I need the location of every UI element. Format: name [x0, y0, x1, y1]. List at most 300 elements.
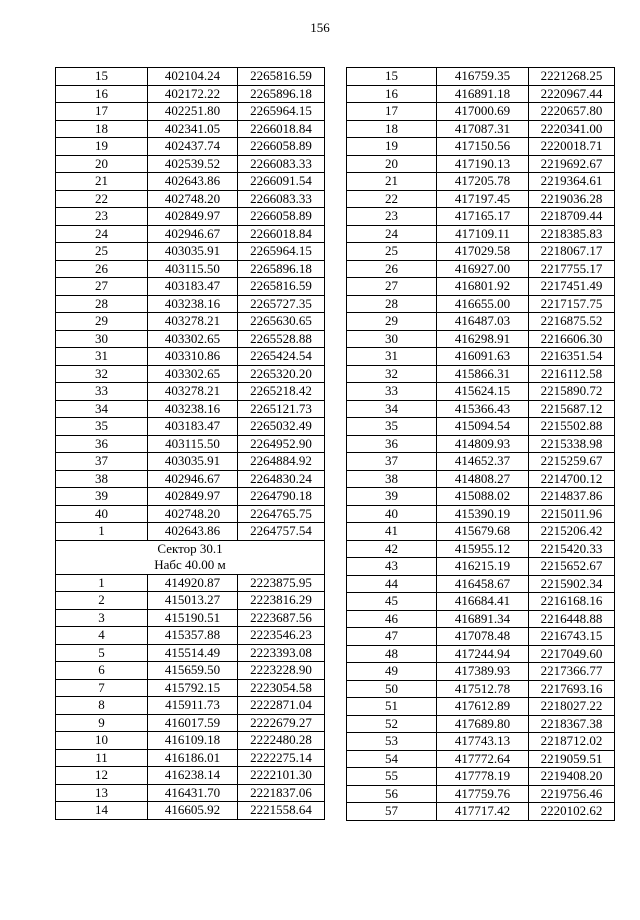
point-number-cell: 53: [347, 733, 437, 751]
y-coordinate-cell: 2222679.27: [238, 714, 325, 732]
table-row: [56, 120, 325, 138]
point-number-cell: 4: [56, 627, 148, 645]
x-coordinate-cell: 417078.48: [437, 628, 529, 646]
point-number-cell: 15: [56, 68, 148, 86]
table-row: [347, 435, 615, 453]
y-coordinate-cell: 2223687.56: [238, 609, 325, 627]
table-row: [56, 400, 325, 418]
point-number-cell: 25: [347, 243, 437, 261]
point-number-cell: 21: [347, 173, 437, 191]
y-coordinate-cell: 2265218.42: [238, 383, 325, 401]
sector-header: [56, 540, 325, 574]
x-coordinate-cell: 417244.94: [437, 645, 529, 663]
point-number-cell: 37: [56, 453, 148, 471]
y-coordinate-cell: 2217366.77: [529, 663, 615, 681]
point-number-cell: 32: [56, 365, 148, 383]
table-row: [347, 698, 615, 716]
y-coordinate-cell: 2264757.54: [238, 523, 325, 541]
point-number-cell: 33: [347, 383, 437, 401]
x-coordinate-cell: 402946.67: [148, 225, 238, 243]
table-row: [347, 663, 615, 681]
y-coordinate-cell: 2215011.96: [529, 505, 615, 523]
table-row: [347, 190, 615, 208]
x-coordinate-cell: 415390.19: [437, 505, 529, 523]
x-coordinate-cell: 416109.18: [148, 732, 238, 750]
y-coordinate-cell: 2265727.35: [238, 295, 325, 313]
point-number-cell: 48: [347, 645, 437, 663]
table-row: [347, 750, 615, 768]
x-coordinate-cell: 417717.42: [437, 803, 529, 821]
y-coordinate-cell: 2217157.75: [529, 295, 615, 313]
x-coordinate-cell: 415366.43: [437, 400, 529, 418]
point-number-cell: 31: [347, 348, 437, 366]
table-row: [56, 208, 325, 226]
y-coordinate-cell: 2219408.20: [529, 768, 615, 786]
table-row: [56, 330, 325, 348]
y-coordinate-cell: 2216112.58: [529, 365, 615, 383]
x-coordinate-cell: 415792.15: [148, 679, 238, 697]
table-row: [56, 295, 325, 313]
point-number-cell: 38: [56, 470, 148, 488]
x-coordinate-cell: 417689.80: [437, 715, 529, 733]
table-row: [347, 155, 615, 173]
point-number-cell: 20: [347, 155, 437, 173]
table-row: [56, 278, 325, 296]
table-row: [347, 243, 615, 261]
y-coordinate-cell: 2265320.20: [238, 365, 325, 383]
y-coordinate-cell: 2264884.92: [238, 453, 325, 471]
x-coordinate-cell: 415514.49: [148, 644, 238, 662]
point-number-cell: 57: [347, 803, 437, 821]
sector-title: Сектор 30.1: [157, 541, 223, 556]
y-coordinate-cell: 2221558.64: [238, 802, 325, 820]
table-row: [56, 627, 325, 645]
y-coordinate-cell: 2264790.18: [238, 488, 325, 506]
y-coordinate-cell: 2220967.44: [529, 85, 615, 103]
point-number-cell: 46: [347, 610, 437, 628]
table-row: [56, 418, 325, 436]
y-coordinate-cell: 2265816.59: [238, 278, 325, 296]
point-number-cell: 17: [347, 103, 437, 121]
x-coordinate-cell: 417029.58: [437, 243, 529, 261]
point-number-cell: 12: [56, 767, 148, 785]
y-coordinate-cell: 2266058.89: [238, 208, 325, 226]
x-coordinate-cell: 417772.64: [437, 750, 529, 768]
point-number-cell: 26: [56, 260, 148, 278]
y-coordinate-cell: 2223875.95: [238, 574, 325, 592]
y-coordinate-cell: 2216743.15: [529, 628, 615, 646]
x-coordinate-cell: 417000.69: [437, 103, 529, 121]
y-coordinate-cell: 2215902.34: [529, 575, 615, 593]
table-row: [56, 592, 325, 610]
x-coordinate-cell: 417743.13: [437, 733, 529, 751]
x-coordinate-cell: 417165.17: [437, 208, 529, 226]
y-coordinate-cell: 2220341.00: [529, 120, 615, 138]
x-coordinate-cell: 416458.67: [437, 575, 529, 593]
x-coordinate-cell: 414652.37: [437, 453, 529, 471]
x-coordinate-cell: 403310.86: [148, 348, 238, 366]
point-number-cell: 29: [347, 313, 437, 331]
x-coordinate-cell: 416891.18: [437, 85, 529, 103]
point-number-cell: 10: [56, 732, 148, 750]
point-number-cell: 41: [347, 523, 437, 541]
y-coordinate-cell: 2223228.90: [238, 662, 325, 680]
y-coordinate-cell: 2215687.12: [529, 400, 615, 418]
table-row: [56, 243, 325, 261]
y-coordinate-cell: 2223816.29: [238, 592, 325, 610]
x-coordinate-cell: 415624.15: [437, 383, 529, 401]
y-coordinate-cell: 2264952.90: [238, 435, 325, 453]
y-coordinate-cell: 2266018.84: [238, 120, 325, 138]
y-coordinate-cell: 2214700.12: [529, 470, 615, 488]
x-coordinate-cell: 414808.27: [437, 470, 529, 488]
x-coordinate-cell: 402643.86: [148, 173, 238, 191]
y-coordinate-cell: 2266058.89: [238, 138, 325, 156]
y-coordinate-cell: 2265630.65: [238, 313, 325, 331]
x-coordinate-cell: 403183.47: [148, 418, 238, 436]
y-coordinate-cell: 2220657.80: [529, 103, 615, 121]
table-row: [56, 644, 325, 662]
x-coordinate-cell: 403238.16: [148, 295, 238, 313]
table-row: [347, 593, 615, 611]
y-coordinate-cell: 2215338.98: [529, 435, 615, 453]
point-number-cell: 25: [56, 243, 148, 261]
point-number-cell: 37: [347, 453, 437, 471]
table-row: [56, 732, 325, 750]
point-number-cell: 14: [56, 802, 148, 820]
x-coordinate-cell: 417778.19: [437, 768, 529, 786]
point-number-cell: 24: [56, 225, 148, 243]
table-row: [347, 785, 615, 803]
point-number-cell: 22: [56, 190, 148, 208]
y-coordinate-cell: 2219036.28: [529, 190, 615, 208]
point-number-cell: 54: [347, 750, 437, 768]
x-coordinate-cell: 414809.93: [437, 435, 529, 453]
point-number-cell: 19: [347, 138, 437, 156]
table-row: [347, 208, 615, 226]
y-coordinate-cell: 2219692.67: [529, 155, 615, 173]
table-row: [347, 733, 615, 751]
y-coordinate-cell: 2216168.16: [529, 593, 615, 611]
x-coordinate-cell: 416801.92: [437, 278, 529, 296]
y-coordinate-cell: 2217755.17: [529, 260, 615, 278]
table-row: [347, 295, 615, 313]
table-row: [56, 190, 325, 208]
sector-header-row: [56, 540, 325, 574]
table-row: [56, 85, 325, 103]
table-row: [56, 103, 325, 121]
table-row: [347, 418, 615, 436]
table-row: [56, 383, 325, 401]
table-row: [347, 488, 615, 506]
table-row: [347, 138, 615, 156]
y-coordinate-cell: 2223393.08: [238, 644, 325, 662]
x-coordinate-cell: 417150.56: [437, 138, 529, 156]
x-coordinate-cell: 416487.03: [437, 313, 529, 331]
table-row: [56, 138, 325, 156]
y-coordinate-cell: 2216351.54: [529, 348, 615, 366]
table-row: [347, 558, 615, 576]
table-row: [347, 330, 615, 348]
table-row: [347, 680, 615, 698]
point-number-cell: 35: [56, 418, 148, 436]
table-row: [347, 103, 615, 121]
point-number-cell: 20: [56, 155, 148, 173]
y-coordinate-cell: 2223054.58: [238, 679, 325, 697]
point-number-cell: 39: [56, 488, 148, 506]
table-row: [347, 225, 615, 243]
point-number-cell: 18: [347, 120, 437, 138]
coordinates-table-left: [55, 67, 325, 820]
y-coordinate-cell: 2265816.59: [238, 68, 325, 86]
table-row: [56, 453, 325, 471]
y-coordinate-cell: 2216875.52: [529, 313, 615, 331]
table-row: [56, 802, 325, 820]
x-coordinate-cell: 402104.24: [148, 68, 238, 86]
table-row: [56, 260, 325, 278]
x-coordinate-cell: 417205.78: [437, 173, 529, 191]
x-coordinate-cell: 402251.80: [148, 103, 238, 121]
point-number-cell: 17: [56, 103, 148, 121]
table-row: [56, 348, 325, 366]
y-coordinate-cell: 2219364.61: [529, 173, 615, 191]
point-number-cell: 36: [56, 435, 148, 453]
table-row: [347, 383, 615, 401]
point-number-cell: 47: [347, 628, 437, 646]
y-coordinate-cell: 2266083.33: [238, 155, 325, 173]
x-coordinate-cell: 415190.51: [148, 609, 238, 627]
table-row: [347, 715, 615, 733]
x-coordinate-cell: 403115.50: [148, 435, 238, 453]
table-row: [347, 523, 615, 541]
x-coordinate-cell: 415866.31: [437, 365, 529, 383]
x-coordinate-cell: 403238.16: [148, 400, 238, 418]
point-number-cell: 29: [56, 313, 148, 331]
y-coordinate-cell: 2264765.75: [238, 505, 325, 523]
y-coordinate-cell: 2266018.84: [238, 225, 325, 243]
point-number-cell: 39: [347, 488, 437, 506]
point-number-cell: 42: [347, 540, 437, 558]
table-row: [347, 400, 615, 418]
x-coordinate-cell: 416605.92: [148, 802, 238, 820]
table-row: [56, 225, 325, 243]
x-coordinate-cell: 417190.13: [437, 155, 529, 173]
table-row: [56, 767, 325, 785]
table-row: [347, 313, 615, 331]
x-coordinate-cell: 415357.88: [148, 627, 238, 645]
table-row: [56, 505, 325, 523]
x-coordinate-cell: 402849.97: [148, 488, 238, 506]
table-row: [56, 155, 325, 173]
y-coordinate-cell: 2222871.04: [238, 697, 325, 715]
x-coordinate-cell: 415955.12: [437, 540, 529, 558]
point-number-cell: 52: [347, 715, 437, 733]
point-number-cell: 32: [347, 365, 437, 383]
y-coordinate-cell: 2217451.49: [529, 278, 615, 296]
point-number-cell: 18: [56, 120, 148, 138]
x-coordinate-cell: 402849.97: [148, 208, 238, 226]
point-number-cell: 9: [56, 714, 148, 732]
table-row: [347, 68, 615, 86]
y-coordinate-cell: 2265032.49: [238, 418, 325, 436]
table-row: [56, 313, 325, 331]
y-coordinate-cell: 2220018.71: [529, 138, 615, 156]
table-row: [347, 120, 615, 138]
point-number-cell: 1: [56, 574, 148, 592]
x-coordinate-cell: 415659.50: [148, 662, 238, 680]
x-coordinate-cell: 417389.93: [437, 663, 529, 681]
x-coordinate-cell: 416759.35: [437, 68, 529, 86]
x-coordinate-cell: 415013.27: [148, 592, 238, 610]
x-coordinate-cell: 403035.91: [148, 453, 238, 471]
point-number-cell: 8: [56, 697, 148, 715]
x-coordinate-cell: 417759.76: [437, 785, 529, 803]
y-coordinate-cell: 2266091.54: [238, 173, 325, 191]
x-coordinate-cell: 417512.78: [437, 680, 529, 698]
x-coordinate-cell: 417197.45: [437, 190, 529, 208]
y-coordinate-cell: 2215259.67: [529, 453, 615, 471]
x-coordinate-cell: 415094.54: [437, 418, 529, 436]
y-coordinate-cell: 2265896.18: [238, 260, 325, 278]
table-row: [56, 784, 325, 802]
table-row: [56, 662, 325, 680]
point-number-cell: 15: [347, 68, 437, 86]
x-coordinate-cell: 402946.67: [148, 470, 238, 488]
table-row: [347, 278, 615, 296]
x-coordinate-cell: 402748.20: [148, 190, 238, 208]
point-number-cell: 1: [56, 523, 148, 541]
x-coordinate-cell: 416017.59: [148, 714, 238, 732]
x-coordinate-cell: 402539.52: [148, 155, 238, 173]
point-number-cell: 38: [347, 470, 437, 488]
y-coordinate-cell: 2215420.33: [529, 540, 615, 558]
x-coordinate-cell: 417109.11: [437, 225, 529, 243]
x-coordinate-cell: 402437.74: [148, 138, 238, 156]
x-coordinate-cell: 416431.70: [148, 784, 238, 802]
x-coordinate-cell: 403278.21: [148, 313, 238, 331]
point-number-cell: 50: [347, 680, 437, 698]
table-row: [347, 348, 615, 366]
point-number-cell: 30: [347, 330, 437, 348]
x-coordinate-cell: 416891.34: [437, 610, 529, 628]
x-coordinate-cell: 415679.68: [437, 523, 529, 541]
point-number-cell: 40: [56, 505, 148, 523]
y-coordinate-cell: 2214837.86: [529, 488, 615, 506]
x-coordinate-cell: 416655.00: [437, 295, 529, 313]
y-coordinate-cell: 2265424.54: [238, 348, 325, 366]
point-number-cell: 13: [56, 784, 148, 802]
y-coordinate-cell: 2222480.28: [238, 732, 325, 750]
y-coordinate-cell: 2215890.72: [529, 383, 615, 401]
x-coordinate-cell: 415088.02: [437, 488, 529, 506]
table-row: [56, 68, 325, 86]
y-coordinate-cell: 2219059.51: [529, 750, 615, 768]
point-number-cell: 34: [347, 400, 437, 418]
point-number-cell: 45: [347, 593, 437, 611]
y-coordinate-cell: 2220102.62: [529, 803, 615, 821]
coordinates-table-right: [346, 67, 615, 821]
table-row: [347, 768, 615, 786]
table-row: [56, 173, 325, 191]
table-row: [56, 435, 325, 453]
y-coordinate-cell: 2265964.15: [238, 243, 325, 261]
y-coordinate-cell: 2217693.16: [529, 680, 615, 698]
point-number-cell: 49: [347, 663, 437, 681]
table-row: [56, 749, 325, 767]
table-row: [347, 453, 615, 471]
x-coordinate-cell: 403035.91: [148, 243, 238, 261]
table-row: [56, 714, 325, 732]
point-number-cell: 34: [56, 400, 148, 418]
x-coordinate-cell: 403183.47: [148, 278, 238, 296]
point-number-cell: 6: [56, 662, 148, 680]
y-coordinate-cell: 2219756.46: [529, 785, 615, 803]
x-coordinate-cell: 416091.63: [437, 348, 529, 366]
y-coordinate-cell: 2218367.38: [529, 715, 615, 733]
y-coordinate-cell: 2264830.24: [238, 470, 325, 488]
table-row: [347, 85, 615, 103]
point-number-cell: 55: [347, 768, 437, 786]
point-number-cell: 3: [56, 609, 148, 627]
x-coordinate-cell: 415911.73: [148, 697, 238, 715]
table-row: [56, 470, 325, 488]
table-row: [347, 803, 615, 821]
y-coordinate-cell: 2218709.44: [529, 208, 615, 226]
point-number-cell: 56: [347, 785, 437, 803]
x-coordinate-cell: 403115.50: [148, 260, 238, 278]
table-row: [56, 574, 325, 592]
point-number-cell: 5: [56, 644, 148, 662]
y-coordinate-cell: 2218712.02: [529, 733, 615, 751]
x-coordinate-cell: 414920.87: [148, 574, 238, 592]
y-coordinate-cell: 2218385.83: [529, 225, 615, 243]
y-coordinate-cell: 2266083.33: [238, 190, 325, 208]
table-row: [347, 365, 615, 383]
table-row: [56, 365, 325, 383]
point-number-cell: 2: [56, 592, 148, 610]
table-row: [56, 488, 325, 506]
table-row: [347, 260, 615, 278]
y-coordinate-cell: 2218027.22: [529, 698, 615, 716]
table-row: [347, 575, 615, 593]
point-number-cell: 23: [347, 208, 437, 226]
x-coordinate-cell: 416298.91: [437, 330, 529, 348]
table-row: [347, 610, 615, 628]
table-row: [56, 609, 325, 627]
x-coordinate-cell: 402748.20: [148, 505, 238, 523]
y-coordinate-cell: 2265528.88: [238, 330, 325, 348]
x-coordinate-cell: 416186.01: [148, 749, 238, 767]
point-number-cell: 21: [56, 173, 148, 191]
point-number-cell: 11: [56, 749, 148, 767]
y-coordinate-cell: 2222275.14: [238, 749, 325, 767]
x-coordinate-cell: 416927.00: [437, 260, 529, 278]
point-number-cell: 28: [56, 295, 148, 313]
x-coordinate-cell: 403302.65: [148, 330, 238, 348]
y-coordinate-cell: 2218067.17: [529, 243, 615, 261]
x-coordinate-cell: 403302.65: [148, 365, 238, 383]
table-row: [56, 679, 325, 697]
point-number-cell: 40: [347, 505, 437, 523]
point-number-cell: 22: [347, 190, 437, 208]
y-coordinate-cell: 2223546.23: [238, 627, 325, 645]
x-coordinate-cell: 402341.05: [148, 120, 238, 138]
x-coordinate-cell: 416238.14: [148, 767, 238, 785]
x-coordinate-cell: 403278.21: [148, 383, 238, 401]
point-number-cell: 27: [56, 278, 148, 296]
point-number-cell: 43: [347, 558, 437, 576]
point-number-cell: 23: [56, 208, 148, 226]
